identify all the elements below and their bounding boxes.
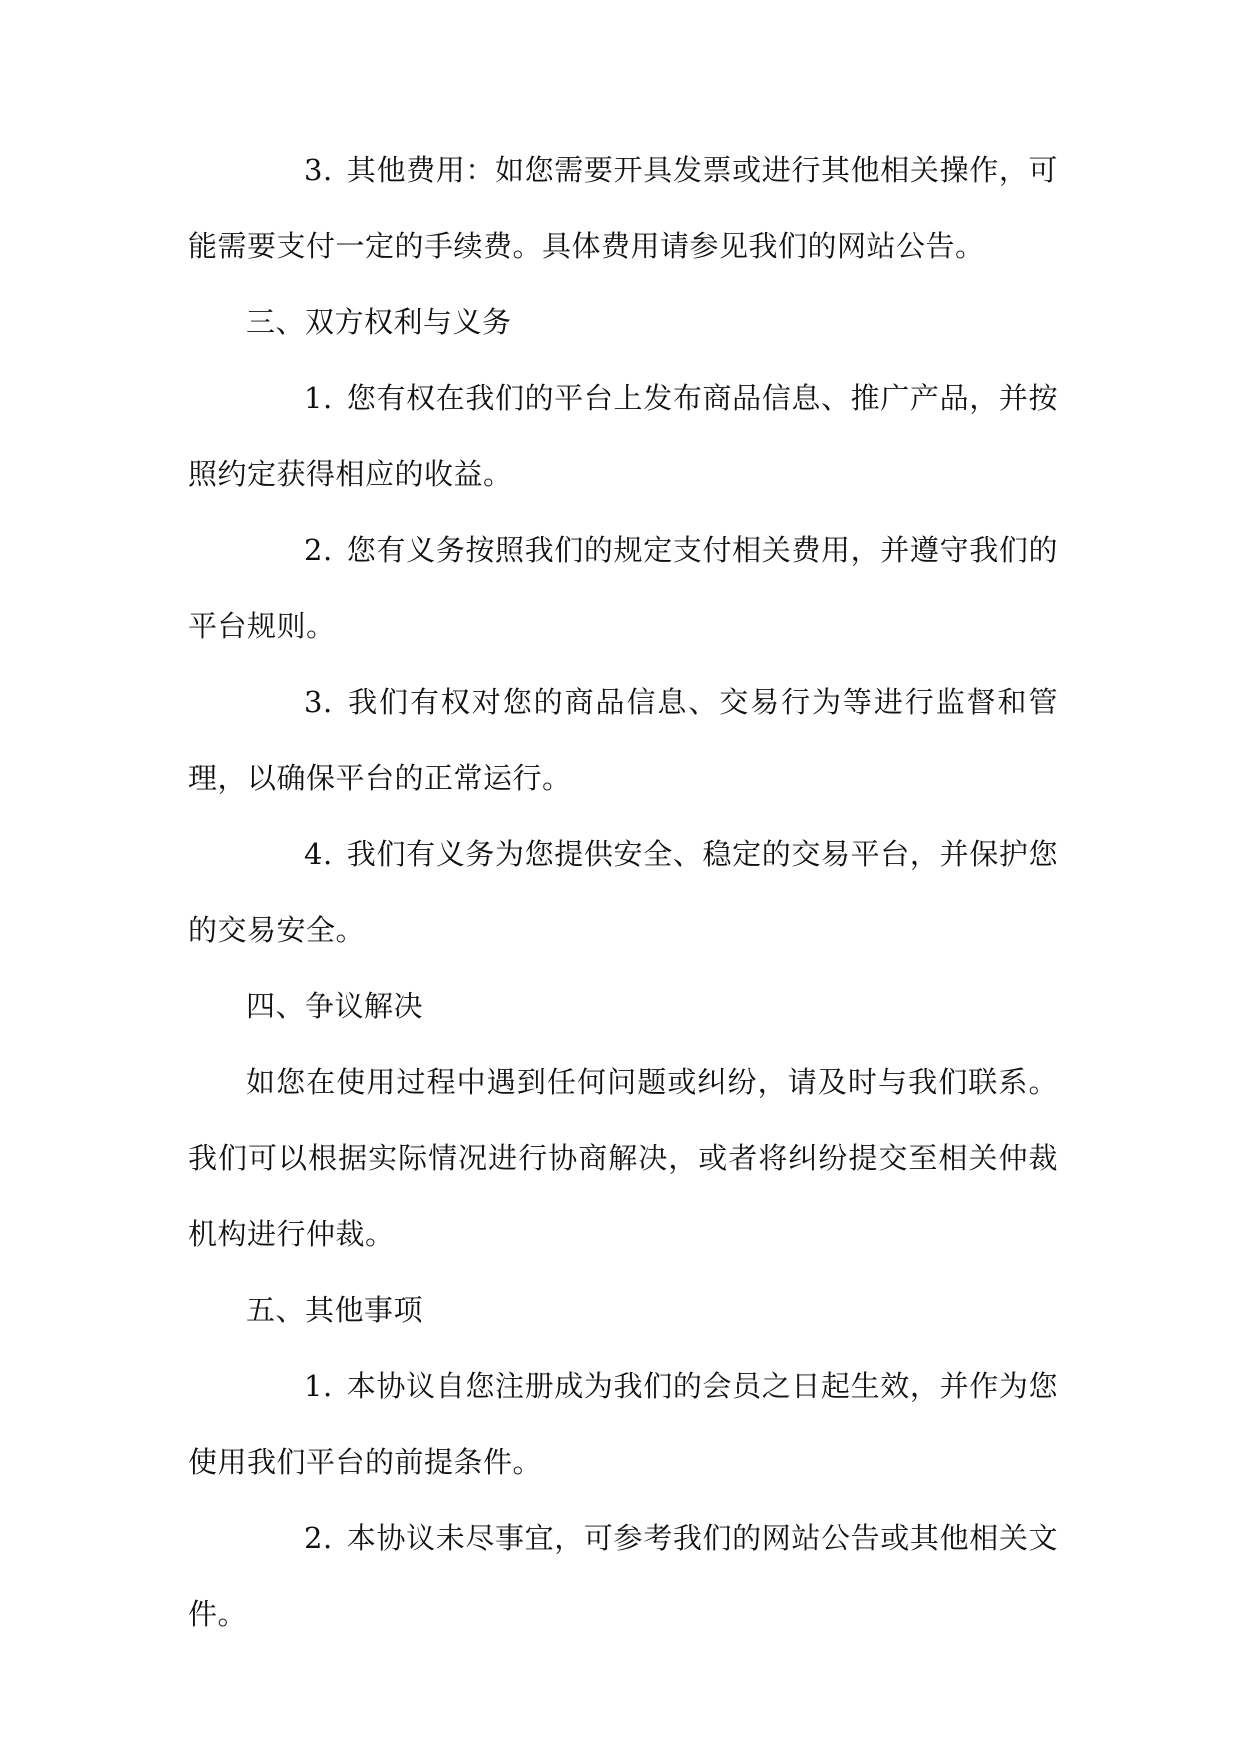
- paragraph-text: 本协议未尽事宜，可参考我们的网站公告或其他相关文件。: [188, 1521, 1058, 1631]
- paragraph-text: 本协议自您注册成为我们的会员之日起生效，并作为您使用我们平台的前提条件。: [188, 1369, 1058, 1479]
- section-heading-dispute: 四、争议解决: [246, 989, 424, 1023]
- paragraph-text: 您有义务按照我们的规定支付相关费用，并遵守我们的平台规则。: [188, 533, 1058, 643]
- list-number: 4.: [304, 837, 333, 871]
- section-heading-rights: 三、双方权利与义务: [246, 305, 512, 339]
- list-number: 1.: [304, 381, 333, 415]
- paragraph-other-fees: [188, 132, 1058, 284]
- list-number: 3.: [304, 153, 333, 187]
- paragraph-text: 我们有权对您的商品信息、交易行为等进行监督和管理，以确保平台的正常运行。: [188, 685, 1058, 795]
- list-number: 2.: [304, 1521, 333, 1555]
- paragraph-text: 其他费用：如您需要开具发票或进行其他相关操作，可能需要支付一定的手续费。具体费用请参见我们的网站公告。: [188, 153, 1058, 263]
- paragraph-rights-1: [188, 360, 1058, 512]
- paragraph-text: 您有权在我们的平台上发布商品信息、推广产品，并按照约定获得相应的收益。: [188, 381, 1058, 491]
- list-number: 2.: [304, 533, 333, 567]
- paragraph-rights-3: [188, 664, 1058, 816]
- paragraph-text: 我们有义务为您提供安全、稳定的交易平台，并保护您的交易安全。: [188, 837, 1058, 947]
- list-number: 3.: [304, 685, 333, 719]
- document-body: [188, 132, 1058, 1652]
- paragraph-rights-4: [188, 816, 1058, 968]
- list-number: 1.: [304, 1369, 333, 1403]
- paragraph-rights-2: [188, 512, 1058, 664]
- section-heading-other: 五、其他事项: [246, 1293, 424, 1327]
- paragraph-other-1: [188, 1348, 1058, 1500]
- paragraph-other-2: [188, 1500, 1058, 1652]
- paragraph-dispute: 如您在使用过程中遇到任何问题或纠纷，请及时与我们联系。我们可以根据实际情况进行协商解决，或者将纠纷提交至相关仲裁机构进行仲裁。: [188, 1065, 1058, 1251]
